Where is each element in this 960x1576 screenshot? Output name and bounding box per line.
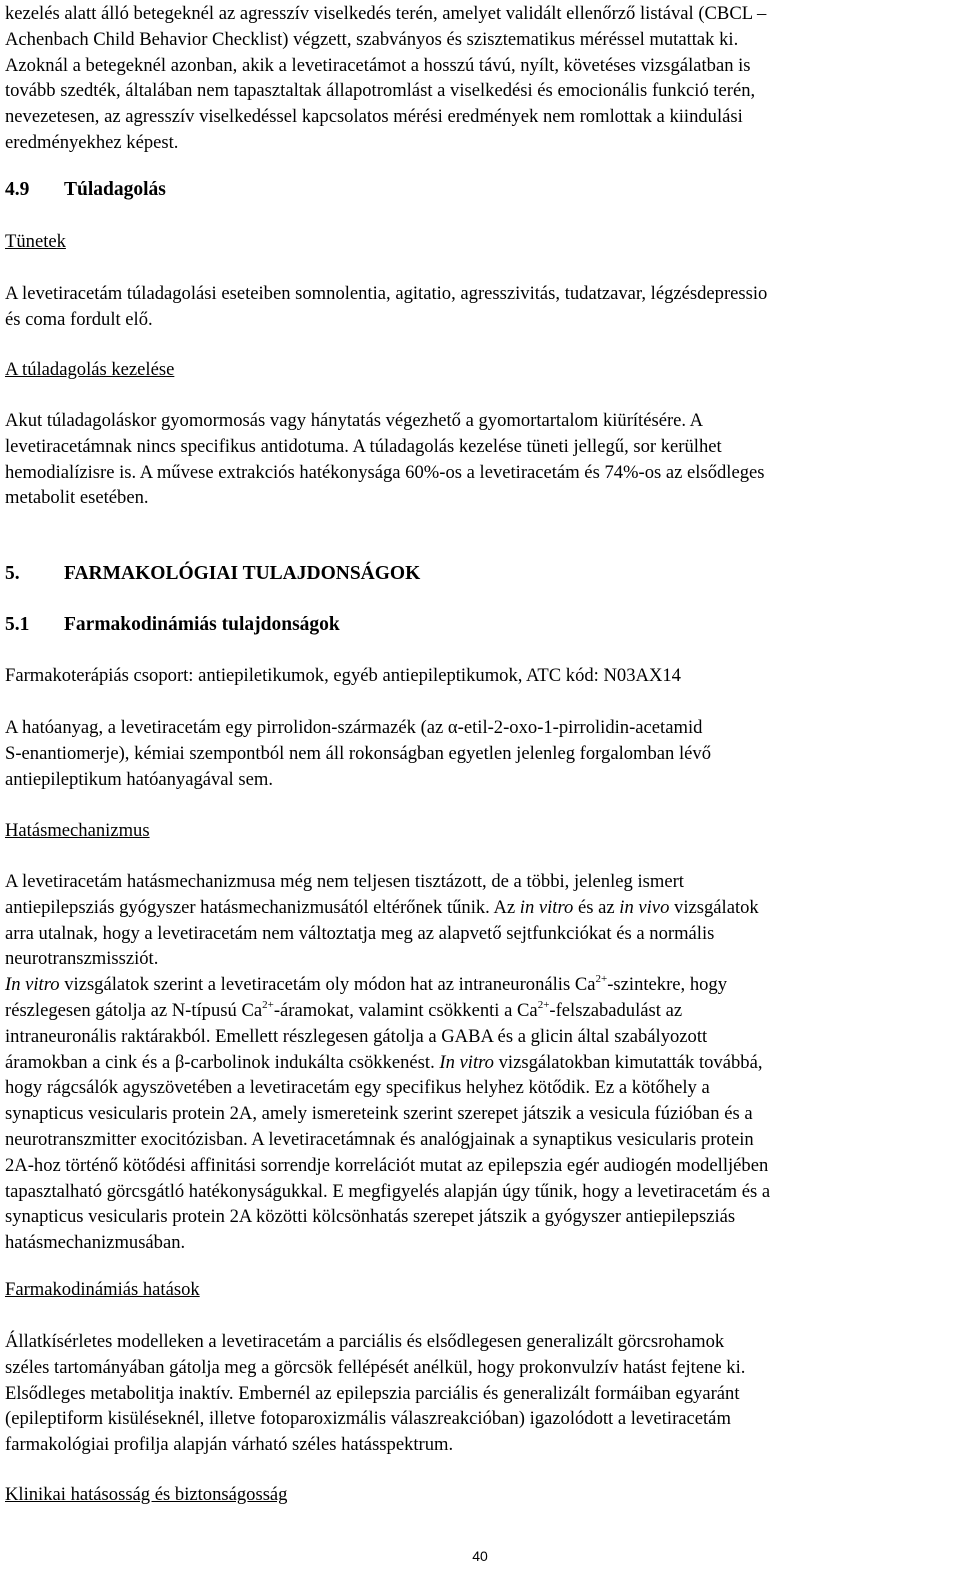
kezeles-paragraph	[5, 408, 955, 511]
text-line: hogy rágcsálók agyszövetében a levetiracetám egy specifikus helyhez kötődik. Ez a kötőhely a	[5, 1077, 710, 1099]
intro-paragraph	[5, 1, 955, 156]
section-number: 5.1	[5, 614, 30, 635]
superscript: 2+	[262, 998, 274, 1011]
subheading-klinikai: Klinikai hatásosság és biztonságosság	[5, 1484, 288, 1505]
text-fragment: -felszabadulást az	[549, 999, 683, 1021]
superscript: 2+	[537, 998, 550, 1011]
text-line: S-enantiomerje), kémiai szempontból nem áll rokonságban egyetlen jelenleg forgalomban lévő	[5, 742, 711, 764]
italic-term: in vivo	[619, 896, 670, 918]
subheading-tunetek: Tünetek	[5, 231, 66, 252]
text-fragment: és az	[573, 896, 620, 918]
text-line: levetiracetámnak nincs specifikus antidotuma. A túladagolás kezelése tüneti jellegű, sor kerülhet	[5, 435, 722, 457]
text-line: Állatkísérletes modelleken a levetiracetám a parciális és elsődlegesen generalizált görcsrohamok	[5, 1331, 725, 1352]
page-number: 40	[472, 1548, 488, 1564]
text-fragment: vizsgálatok	[669, 896, 759, 918]
subheading-hatasmechanizmus: Hatásmechanizmus	[5, 820, 150, 841]
section-title: Túladagolás	[64, 179, 166, 200]
text-fragment: -szintekre, hogy	[607, 974, 728, 996]
text-line: farmakológiai profilja alapján várható széles hatásspektrum.	[5, 1434, 454, 1456]
italic-term: In vitro	[439, 1051, 494, 1073]
italic-term: in vitro	[519, 896, 574, 918]
farmakoterapias-line: Farmakoterápiás csoport: antiepiletikumok, egyéb antiepileptikumok, ATC kód: N03AX14	[5, 665, 681, 686]
text-fragment: vizsgálatok szerint a levetiracetám oly módon hat az intraneuronális Ca	[59, 974, 596, 996]
text-line: eredményekhez képest.	[5, 131, 179, 153]
text-line: Achenbach Child Behavior Checklist) végzett, szabványos és szisztematikus méréssel mutattak ki.	[5, 28, 739, 50]
text-line: neurotranszmissziót.	[5, 948, 159, 970]
section-heading-4-9	[5, 177, 955, 203]
text-line: Elsődleges metabolitja inaktív. Embernél az epilepszia parciális és generalizált formáiban egyaránt	[5, 1382, 740, 1404]
text-line: antiepilepsziás gyógyszer hatásmechanizmusától eltérőnek tűnik. Az	[5, 896, 520, 918]
section-title: Farmakodinámiás tulajdonságok	[64, 614, 340, 635]
italic-term: In vitro	[5, 974, 60, 996]
text-line: neurotranszmitter exocitózisban. A levetiracetámnak és analógjainak a synaptikus vesicularis protein	[5, 1128, 754, 1150]
subheading-kezeles: A túladagolás kezelése	[5, 359, 175, 380]
hatoanyag-paragraph	[5, 715, 955, 792]
section-heading-5	[5, 561, 955, 587]
text-line: és coma fordult elő.	[5, 308, 153, 330]
text-line: synapticus vesicularis protein 2A, amely ismereteink szerint szerepet játszik a vesicula fúzióban és a	[5, 1103, 753, 1125]
text-line: nevezetesen, az agresszív viselkedéssel kapcsolatos mérési eredmények nem romlottak a kiindulási	[5, 106, 743, 128]
text-line: részlegesen gátolja az N-típusú Ca	[5, 999, 263, 1021]
text-line: hemodialízisre is. A művese extrakciós hatékonysága 60%-os a levetiracetám és 74%-os az elsődleges	[5, 461, 765, 483]
text-line: A levetiracetám hatásmechanizmusa még nem teljesen tisztázott, de a többi, jelenleg ismert	[5, 871, 684, 892]
text-line: intraneuronális raktárakból. Emellett részlegesen gátolja a GABA és a glicin által szabályozott	[5, 1025, 708, 1047]
text-fragment: vizsgálatokban kimutatták továbbá,	[493, 1051, 763, 1073]
text-line: arra utalnak, hogy a levetiracetám nem változtatja meg az alapvető sejtfunkciókat és a normális	[5, 922, 715, 944]
hatasmechanizmus-paragraph	[5, 869, 955, 1256]
farmakodinamias-paragraph	[5, 1329, 955, 1458]
text-line: synapticus vesicularis protein 2A közötti kölcsönhatás szerepet játszik a gyógyszer antiepilepsziás	[5, 1206, 736, 1228]
text-line: tovább szedték, általában nem tapasztaltak állapotromlást a viselkedési és emocionális funkció terén,	[5, 80, 756, 102]
subheading-farmakodinamias-hatasok: Farmakodinámiás hatások	[5, 1279, 200, 1300]
tunetek-paragraph	[5, 281, 955, 333]
text-line: hatásmechanizmusában.	[5, 1232, 186, 1254]
text-line: kezelés alatt álló betegeknél az agresszív viselkedés terén, amelyet validált ellenőrző listával (CBCL –	[5, 3, 767, 24]
text-line: tapasztalható görcsgátló hatékonyságukkal. E megfigyelés alapján úgy tűnik, hogy a levetiracetám és a	[5, 1180, 771, 1202]
section-number: 5.	[5, 563, 20, 584]
text-line: (epileptiform kisüléseknél, illetve fotoparoxizmális válaszreakcióban) igazolódott a levetiracetám	[5, 1408, 731, 1430]
text-line: Akut túladagoláskor gyomormosás vagy hánytatás végezhető a gyomortartalom kiürítésére. A	[5, 410, 704, 431]
text-line: széles tartományában gátolja meg a görcsök fellépését anélkül, hogy prokonvulzív hatást fejtene ki.	[5, 1356, 746, 1378]
section-number: 4.9	[5, 179, 30, 200]
text-line: áramokban a cink és a β-carbolinok indukálta csökkenést.	[5, 1051, 440, 1073]
text-line: 2A-hoz történő kötődési affinitási sorrendje korrelációt mutat az epilepszia egér audiogén modelljében	[5, 1154, 769, 1176]
text-fragment: -áramokat, valamint csökkenti a Ca	[273, 999, 538, 1021]
text-line: A hatóanyag, a levetiracetám egy pirrolidon-származék (az α-etil-2-oxo-1-pirrolidin-acetamid	[5, 717, 703, 738]
text-line: antiepileptikum hatóanyagával sem.	[5, 768, 273, 790]
section-title: FARMAKOLÓGIAI TULAJDONSÁGOK	[64, 563, 421, 584]
text-line: metabolit esetében.	[5, 487, 149, 509]
section-heading-5-1	[5, 612, 955, 638]
text-line: Azoknál a betegeknél azonban, akik a levetiracetámot a hosszú távú, nyílt, követéses vizsgálatban is	[5, 54, 751, 76]
text-line: A levetiracetám túladagolási eseteiben somnolentia, agitatio, agresszivitás, tudatzavar, légzésdepressio	[5, 283, 768, 304]
superscript: 2+	[595, 973, 608, 986]
